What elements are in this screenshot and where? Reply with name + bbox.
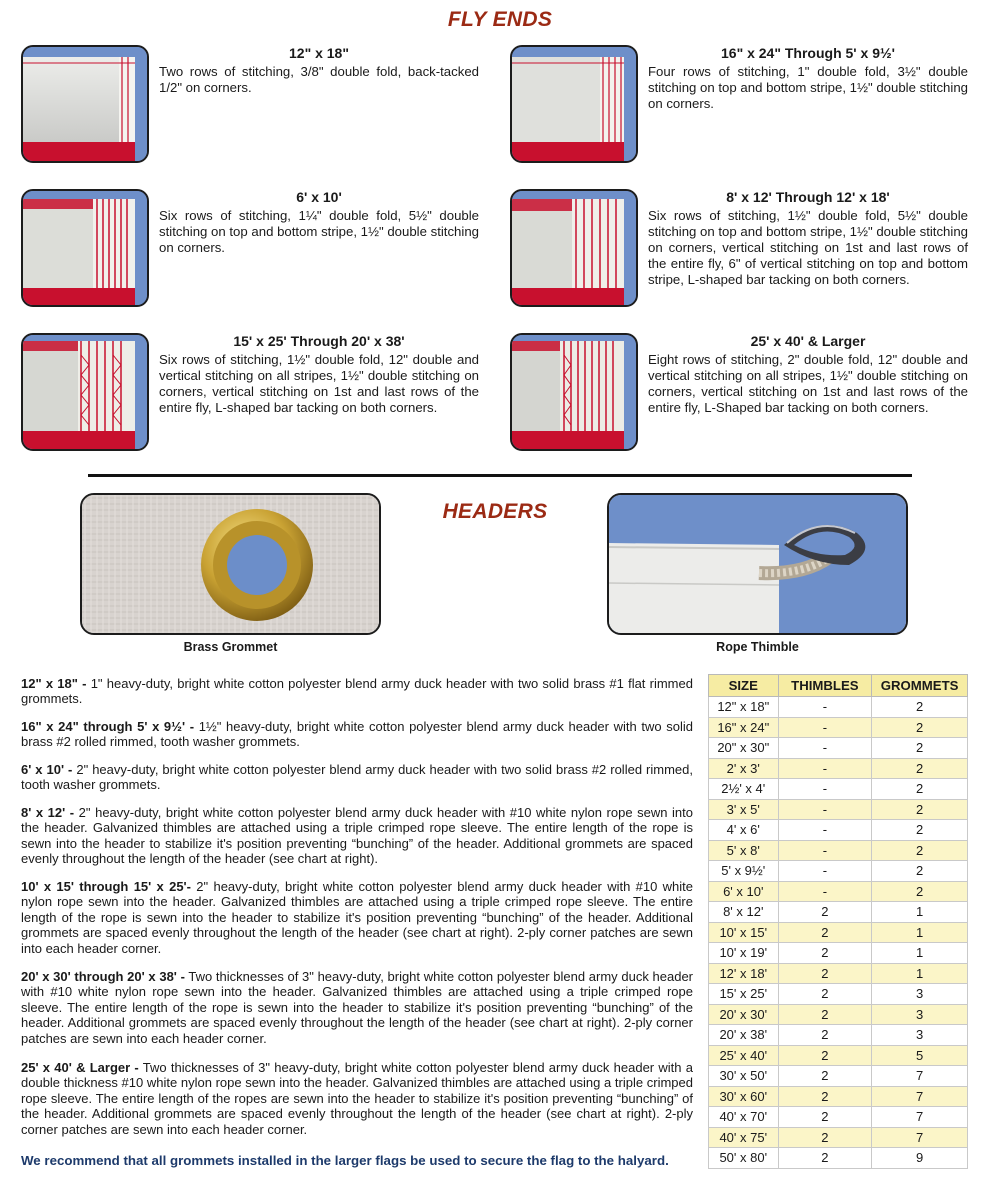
fly-end-item bbox=[510, 189, 970, 311]
cell-grommets: 7 bbox=[872, 1086, 968, 1107]
table-row bbox=[709, 1148, 968, 1169]
table-row bbox=[709, 984, 968, 1005]
cell-size: 12' x 18' bbox=[709, 963, 779, 984]
cell-thimbles: 2 bbox=[778, 1025, 872, 1046]
cell-grommets: 1 bbox=[872, 963, 968, 984]
cell-grommets: 7 bbox=[872, 1066, 968, 1087]
header-desc-text: 2" heavy-duty, bright white cotton polyester blend army duck header with #10 white nylon rope sewn into the header. Galvanized thimbles are attached using a triple crimped rope sleeve. The entire length of the rope is sewn into the header to stabilize it's position preventing “bunching” of the header. Additional grommets are spaced evenly throughout the length of the header (see chart at right). bbox=[21, 805, 693, 867]
cell-grommets: 2 bbox=[872, 861, 968, 882]
brass-grommet-caption: Brass Grommet bbox=[183, 640, 278, 654]
recommendation-note: We recommend that all grommets installed in the larger flags be used to secure the flag to the halyard. bbox=[21, 1153, 669, 1168]
cell-grommets: 7 bbox=[872, 1107, 968, 1128]
fly-end-item bbox=[510, 45, 970, 167]
cell-size: 2' x 3' bbox=[709, 758, 779, 779]
fly-end-item bbox=[21, 45, 481, 167]
cell-size: 40' x 70' bbox=[709, 1107, 779, 1128]
header-desc-lead: 10' x 15' through 15' x 25'- bbox=[21, 879, 191, 894]
fly-end-size: 25' x 40' & Larger bbox=[750, 333, 866, 349]
cell-grommets: 2 bbox=[872, 820, 968, 841]
header-desc-16x24 bbox=[21, 719, 693, 750]
fly-end-description: Eight rows of stitching, 2" double fold, 12" double and vertical stitching on all stripes, 1½" double stitching on corners, vertical stitching on 1st and last rows of the entire fly, L-Shaped bar tacking on both corners. bbox=[648, 352, 968, 415]
table-row bbox=[709, 1107, 968, 1128]
header-desc-lead: 6' x 10' - bbox=[21, 762, 73, 777]
cell-grommets: 2 bbox=[872, 881, 968, 902]
header-desc-text: 1½" heavy-duty, bright white cotton polyester blend army duck header with two solid brass #2 rolled rimmed, tooth washer grommets. bbox=[21, 719, 693, 750]
fly-end-photo bbox=[510, 45, 638, 163]
header-desc-text: Two thicknesses of 3" heavy-duty, bright white cotton polyester blend army duck header with a double thickness #10 white nylon rope sewn into the header. Galvanized thimbles are attached using a triple crimped rope sleeve. The entire length of the ropes are sewn into the header to stabilize it's position preventing “bunching” of the header. Additional grommets are spaced evenly throughout the length of the header (see chart at right). 2-ply corner patches are sewn into each header corner. bbox=[21, 1060, 693, 1137]
table-row bbox=[709, 1004, 968, 1025]
fly-end-size: 15' x 25' Through 20' x 38' bbox=[233, 333, 405, 349]
header-desc-lead: 20' x 30' through 20' x 38' - bbox=[21, 969, 185, 984]
header-desc-6x10 bbox=[21, 762, 693, 793]
cell-size: 50' x 80' bbox=[709, 1148, 779, 1169]
cell-thimbles: 2 bbox=[778, 1107, 872, 1128]
cell-size: 8' x 12' bbox=[709, 902, 779, 923]
table-row bbox=[709, 902, 968, 923]
section-divider bbox=[88, 474, 912, 477]
cell-thimbles: 2 bbox=[778, 943, 872, 964]
table-row bbox=[709, 1066, 968, 1087]
cell-size: 15' x 25' bbox=[709, 984, 779, 1005]
cell-thimbles: 2 bbox=[778, 1148, 872, 1169]
cell-size: 10' x 15' bbox=[709, 922, 779, 943]
fly-end-photo bbox=[510, 333, 638, 451]
table-row bbox=[709, 820, 968, 841]
cell-size: 16" x 24" bbox=[709, 717, 779, 738]
cell-thimbles: 2 bbox=[778, 963, 872, 984]
cell-thimbles: - bbox=[778, 861, 872, 882]
cell-thimbles: 2 bbox=[778, 1086, 872, 1107]
headers-title: HEADERS bbox=[442, 500, 548, 523]
header-desc-lead: 25' x 40' & Larger - bbox=[21, 1060, 139, 1075]
table-row bbox=[709, 738, 968, 759]
fly-end-description: Six rows of stitching, 1½" double fold, 5½" double stitching on top and bottom stripe, 1½" double stitching on corners, vertical stitching on 1st and last rows of the entire fly, 6" of vertical stitching on top and bottom stripe, L-shaped bar tacking on both corners. bbox=[648, 208, 968, 287]
fly-end-item bbox=[510, 333, 970, 455]
table-row bbox=[709, 922, 968, 943]
cell-thimbles: 2 bbox=[778, 1045, 872, 1066]
table-row bbox=[709, 881, 968, 902]
cell-grommets: 1 bbox=[872, 922, 968, 943]
cell-grommets: 2 bbox=[872, 738, 968, 759]
cell-grommets: 2 bbox=[872, 697, 968, 718]
cell-thimbles: - bbox=[778, 738, 872, 759]
cell-thimbles: - bbox=[778, 758, 872, 779]
table-row bbox=[709, 799, 968, 820]
header-desc-8x12 bbox=[21, 805, 693, 867]
fly-end-photo bbox=[510, 189, 638, 307]
header-desc-text: 2" heavy-duty, bright white cotton polyester blend army duck header with #10 white nylon rope sewn into the header. Galvanized thimbles are attached using a triple crimped rope sleeve. The entire length of the rope is sewn into the header to stabilize it's position preventing “bunching” of the header. Additional grommets are spaced evenly throughout the length of the header (see chart at right). 2-ply corner patches are sewn into each header corner. bbox=[21, 879, 693, 956]
fly-end-size: 16" x 24" Through 5' x 9½' bbox=[721, 45, 895, 61]
cell-size: 12" x 18" bbox=[709, 697, 779, 718]
cell-grommets: 2 bbox=[872, 758, 968, 779]
table-row bbox=[709, 840, 968, 861]
table-row bbox=[709, 1025, 968, 1046]
cell-size: 20' x 30' bbox=[709, 1004, 779, 1025]
cell-size: 40' x 75' bbox=[709, 1127, 779, 1148]
cell-thimbles: - bbox=[778, 840, 872, 861]
fly-end-size: 12" x 18" bbox=[289, 45, 349, 61]
cell-thimbles: 2 bbox=[778, 1127, 872, 1148]
cell-thimbles: - bbox=[778, 697, 872, 718]
fly-end-size: 6' x 10' bbox=[296, 189, 342, 205]
cell-grommets: 5 bbox=[872, 1045, 968, 1066]
header-desc-text: 2" heavy-duty, bright white cotton polyester blend army duck header with two solid brass #2 rolled rimmed, tooth washer grommets. bbox=[21, 762, 693, 793]
cell-grommets: 3 bbox=[872, 1004, 968, 1025]
cell-size: 30' x 60' bbox=[709, 1086, 779, 1107]
table-row bbox=[709, 861, 968, 882]
header-desc-20x30 bbox=[21, 969, 693, 1046]
header-desc-12x18 bbox=[21, 676, 693, 707]
fly-end-photo bbox=[21, 333, 149, 451]
cell-size: 20" x 30" bbox=[709, 738, 779, 759]
cell-size: 3' x 5' bbox=[709, 799, 779, 820]
table-row bbox=[709, 963, 968, 984]
fly-end-description: Four rows of stitching, 1" double fold, 3½" double stitching on top and bottom stripe, 1½" double stitching on corners. bbox=[648, 64, 968, 111]
table-row bbox=[709, 943, 968, 964]
cell-thimbles: 2 bbox=[778, 984, 872, 1005]
cell-thimbles: 2 bbox=[778, 922, 872, 943]
cell-size: 10' x 19' bbox=[709, 943, 779, 964]
cell-size: 6' x 10' bbox=[709, 881, 779, 902]
cell-thimbles: - bbox=[778, 820, 872, 841]
column-header-thimbles: THIMBLES bbox=[778, 675, 872, 697]
table-header-row bbox=[709, 675, 968, 697]
cell-grommets: 9 bbox=[872, 1148, 968, 1169]
cell-size: 5' x 8' bbox=[709, 840, 779, 861]
fly-end-item bbox=[21, 189, 481, 311]
cell-grommets: 3 bbox=[872, 1025, 968, 1046]
cell-size: 5' x 9½' bbox=[709, 861, 779, 882]
table-row bbox=[709, 697, 968, 718]
fly-ends-title: FLY ENDS bbox=[447, 8, 553, 31]
fly-end-description: Two rows of stitching, 3/8" double fold, back-tacked 1/2" on corners. bbox=[159, 64, 479, 95]
fly-end-photo bbox=[21, 45, 149, 163]
cell-grommets: 2 bbox=[872, 799, 968, 820]
rope-thimble-caption: Rope Thimble bbox=[716, 640, 799, 654]
cell-size: 25' x 40' bbox=[709, 1045, 779, 1066]
header-desc-25x40 bbox=[21, 1060, 693, 1137]
cell-size: 30' x 50' bbox=[709, 1066, 779, 1087]
cell-thimbles: - bbox=[778, 881, 872, 902]
header-desc-text: 1" heavy-duty, bright white cotton polyester blend army duck header with two solid brass #1 flat rimmed grommets. bbox=[21, 676, 693, 707]
cell-grommets: 1 bbox=[872, 943, 968, 964]
cell-grommets: 7 bbox=[872, 1127, 968, 1148]
table-row bbox=[709, 717, 968, 738]
cell-size: 2½' x 4' bbox=[709, 779, 779, 800]
cell-size: 4' x 6' bbox=[709, 820, 779, 841]
table-row bbox=[709, 1045, 968, 1066]
cell-thimbles: - bbox=[778, 779, 872, 800]
fly-end-description: Six rows of stitching, 1½" double fold, 12" double and vertical stitching on all stripes, 1½" double stitching on corners, vertical stitching on 1st and last rows of the entire fly, L-shaped bar tacking on both corners. bbox=[159, 352, 479, 415]
fly-end-size: 8' x 12' Through 12' x 18' bbox=[726, 189, 890, 205]
header-desc-lead: 16" x 24" through 5' x 9½' - bbox=[21, 719, 195, 734]
cell-grommets: 2 bbox=[872, 840, 968, 861]
table-row bbox=[709, 1127, 968, 1148]
rope-thimble-photo bbox=[607, 493, 908, 635]
table-row bbox=[709, 758, 968, 779]
size-table bbox=[708, 674, 968, 1169]
cell-thimbles: - bbox=[778, 799, 872, 820]
header-desc-10x15 bbox=[21, 879, 693, 956]
table-row bbox=[709, 1086, 968, 1107]
header-desc-lead: 12" x 18" - bbox=[21, 676, 87, 691]
cell-thimbles: 2 bbox=[778, 1066, 872, 1087]
fly-end-photo bbox=[21, 189, 149, 307]
fly-end-item bbox=[21, 333, 481, 455]
cell-thimbles: 2 bbox=[778, 1004, 872, 1025]
cell-grommets: 2 bbox=[872, 717, 968, 738]
fly-end-description: Six rows of stitching, 1¼" double fold, 5½" double stitching on top and bottom stripe, 1½" double stitching on corners. bbox=[159, 208, 479, 255]
column-header-grommets: GROMMETS bbox=[872, 675, 968, 697]
cell-thimbles: 2 bbox=[778, 902, 872, 923]
column-header-size: SIZE bbox=[709, 675, 779, 697]
header-desc-lead: 8' x 12' - bbox=[21, 805, 75, 820]
brass-grommet-photo bbox=[80, 493, 381, 635]
table-row bbox=[709, 779, 968, 800]
header-desc-text: Two thicknesses of 3" heavy-duty, bright white cotton polyester blend army duck header with #10 white nylon rope sewn into the header. Galvanized thimbles are attached using a triple crimped rope sleeve. The entire length of the rope is sewn into the header to stabilize it's position preventing “bunching” of the header. Additional grommets are spaced evenly throughout the length of the header (see chart at right). 2-ply corner patches are sewn into each header corner. bbox=[21, 969, 693, 1046]
cell-grommets: 1 bbox=[872, 902, 968, 923]
cell-thimbles: - bbox=[778, 717, 872, 738]
cell-size: 20' x 38' bbox=[709, 1025, 779, 1046]
cell-grommets: 3 bbox=[872, 984, 968, 1005]
cell-grommets: 2 bbox=[872, 779, 968, 800]
